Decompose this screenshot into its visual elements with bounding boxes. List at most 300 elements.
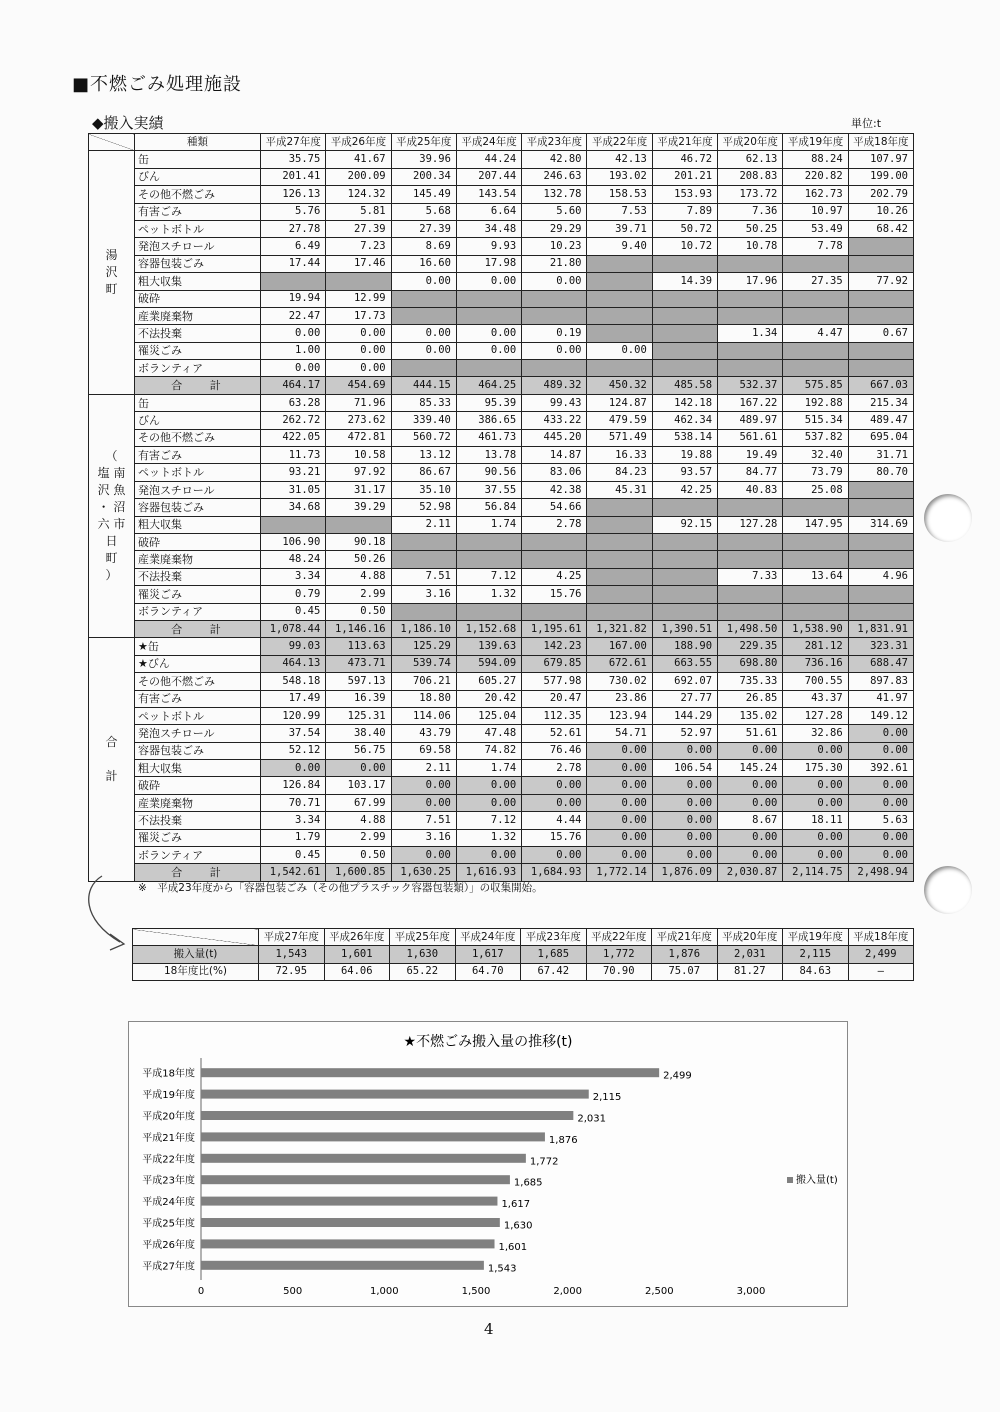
value-cell: 4.96 <box>848 568 913 585</box>
value-cell: 52.97 <box>652 725 717 742</box>
value-cell: 0.00 <box>326 325 391 342</box>
value-cell: 41.97 <box>848 690 913 707</box>
value-cell: 162.73 <box>783 186 848 203</box>
value-cell: 93.57 <box>652 464 717 481</box>
value-cell: 27.77 <box>652 690 717 707</box>
table-row <box>89 829 914 846</box>
value-cell: 39.29 <box>326 499 391 516</box>
item-label: 発泡スチロール <box>135 481 261 498</box>
total-cell: 1,498.50 <box>718 620 783 637</box>
value-cell: 0.00 <box>848 829 913 846</box>
summary-cell: 2,499 <box>848 946 914 963</box>
value-cell <box>718 290 783 307</box>
year-header: 平成25年度 <box>390 929 456 946</box>
value-cell: 42.38 <box>522 481 587 498</box>
value-cell: 571.49 <box>587 429 652 446</box>
value-cell: 0.00 <box>848 794 913 811</box>
value-cell: 48.24 <box>261 551 326 568</box>
value-cell: 0.00 <box>587 742 652 759</box>
value-cell: 0.00 <box>522 273 587 290</box>
year-header: 平成25年度 <box>391 134 456 151</box>
table-row <box>89 429 914 446</box>
value-cell <box>587 516 652 533</box>
value-cell: 0.00 <box>261 325 326 342</box>
table-row <box>89 168 914 185</box>
table-row <box>89 447 914 464</box>
value-cell <box>848 255 913 272</box>
summary-cell: 2,115 <box>783 946 849 963</box>
table-row <box>89 464 914 481</box>
bar <box>201 1111 573 1120</box>
value-cell: 0.00 <box>652 777 717 794</box>
value-cell: 0.00 <box>652 794 717 811</box>
total-cell: 2,498.94 <box>848 864 913 881</box>
value-cell <box>587 586 652 603</box>
value-cell <box>391 603 456 620</box>
total-row <box>89 377 914 394</box>
item-label: 産業廃棄物 <box>135 551 261 568</box>
value-cell: 0.00 <box>456 273 521 290</box>
x-tick-label: 1,500 <box>461 1286 491 1297</box>
category-label: 平成18年度 <box>142 1068 195 1080</box>
value-cell: 7.51 <box>391 812 456 829</box>
value-cell: 67.99 <box>326 794 391 811</box>
value-cell <box>391 307 456 324</box>
value-cell: 0.00 <box>456 342 521 359</box>
value-cell: 99.43 <box>522 394 587 411</box>
value-cell: 158.53 <box>587 186 652 203</box>
value-cell <box>652 499 717 516</box>
item-label: びん <box>135 168 261 185</box>
value-cell <box>848 481 913 498</box>
page-number: 4 <box>484 1320 494 1338</box>
table-row <box>89 238 914 255</box>
value-cell: 461.73 <box>456 429 521 446</box>
value-cell: 692.07 <box>652 673 717 690</box>
value-cell: 314.69 <box>848 516 913 533</box>
item-label: ★びん <box>135 655 261 672</box>
item-label: 有害ごみ <box>135 203 261 220</box>
value-cell: 125.31 <box>326 707 391 724</box>
value-cell: 3.16 <box>391 829 456 846</box>
year-header: 平成20年度 <box>718 134 783 151</box>
value-cell: 73.79 <box>783 464 848 481</box>
item-label: びん <box>135 412 261 429</box>
value-cell: 0.00 <box>391 325 456 342</box>
value-cell: 95.39 <box>456 394 521 411</box>
value-cell: 167.22 <box>718 394 783 411</box>
summary-cell: 81.27 <box>717 963 783 980</box>
x-tick-label: 0 <box>197 1286 205 1297</box>
value-cell: 167.00 <box>587 638 652 655</box>
value-cell: 125.29 <box>391 638 456 655</box>
value-cell: 262.72 <box>261 412 326 429</box>
year-header: 平成23年度 <box>522 134 587 151</box>
table-row <box>89 342 914 359</box>
value-cell: 0.00 <box>587 342 652 359</box>
value-cell: 515.34 <box>783 412 848 429</box>
table-row <box>89 307 914 324</box>
value-cell: 126.84 <box>261 777 326 794</box>
value-cell: 124.87 <box>587 394 652 411</box>
value-cell: 54.71 <box>587 725 652 742</box>
value-cell <box>391 360 456 377</box>
total-cell: 1,684.93 <box>522 864 587 881</box>
year-header: 平成27年度 <box>259 929 325 946</box>
value-cell: 5.68 <box>391 203 456 220</box>
value-cell <box>848 603 913 620</box>
corner-cell <box>89 134 135 151</box>
item-label: 容器包装ごみ <box>135 499 261 516</box>
value-cell: 1.32 <box>456 829 521 846</box>
legend-swatch <box>787 1177 793 1183</box>
value-cell <box>718 586 783 603</box>
value-cell: 560.72 <box>391 429 456 446</box>
unit-label: 単位:t <box>851 117 882 130</box>
group-label <box>89 638 135 881</box>
value-cell: 32.86 <box>783 725 848 742</box>
total-row <box>89 620 914 637</box>
category-label: 平成22年度 <box>142 1154 195 1166</box>
value-cell: 0.00 <box>391 342 456 359</box>
value-cell: 39.96 <box>391 151 456 168</box>
item-label: 不法投棄 <box>135 812 261 829</box>
value-cell: 17.73 <box>326 307 391 324</box>
value-cell <box>718 603 783 620</box>
item-label: 有害ごみ <box>135 447 261 464</box>
value-cell: 7.12 <box>456 568 521 585</box>
item-label: ボランティア <box>135 603 261 620</box>
value-cell: 14.39 <box>652 273 717 290</box>
table-row <box>89 690 914 707</box>
total-cell: 444.15 <box>391 377 456 394</box>
item-label: 粗大収集 <box>135 760 261 777</box>
value-cell <box>587 255 652 272</box>
value-cell <box>718 533 783 550</box>
value-cell: 0.00 <box>391 794 456 811</box>
total-cell: 464.17 <box>261 377 326 394</box>
value-cell: 0.00 <box>587 760 652 777</box>
value-cell: 0.00 <box>718 829 783 846</box>
total-cell: 1,321.82 <box>587 620 652 637</box>
value-cell: 9.40 <box>587 238 652 255</box>
value-cell: 0.50 <box>326 847 391 864</box>
category-label: 平成26年度 <box>142 1239 195 1251</box>
value-cell: 126.13 <box>261 186 326 203</box>
data-label: 1,876 <box>548 1134 578 1146</box>
value-cell: 19.88 <box>652 447 717 464</box>
value-cell: 85.33 <box>391 394 456 411</box>
value-cell: 577.98 <box>522 673 587 690</box>
corner-cell <box>133 929 259 946</box>
value-cell: 0.00 <box>848 777 913 794</box>
total-cell: 1,831.91 <box>848 620 913 637</box>
value-cell: 42.80 <box>522 151 587 168</box>
total-cell: 575.85 <box>783 377 848 394</box>
table-row <box>89 220 914 237</box>
value-cell: 90.56 <box>456 464 521 481</box>
value-cell <box>783 307 848 324</box>
item-label: 缶 <box>135 394 261 411</box>
value-cell: 0.19 <box>522 325 587 342</box>
value-cell: 0.50 <box>326 603 391 620</box>
value-cell: 199.00 <box>848 168 913 185</box>
year-header: 平成21年度 <box>652 929 718 946</box>
value-cell: 35.10 <box>391 481 456 498</box>
intake-bar-chart <box>129 1022 847 1306</box>
value-cell: 13.12 <box>391 447 456 464</box>
value-cell: 0.00 <box>848 742 913 759</box>
value-cell: 74.82 <box>456 742 521 759</box>
chart-title: ★不燃ごみ搬入量の推移(t) <box>403 1034 573 1050</box>
table-row <box>89 812 914 829</box>
value-cell: 208.83 <box>718 168 783 185</box>
value-cell <box>848 586 913 603</box>
total-cell: 1,146.16 <box>326 620 391 637</box>
value-cell: 56.75 <box>326 742 391 759</box>
value-cell: 7.51 <box>391 568 456 585</box>
value-cell: 15.76 <box>522 586 587 603</box>
table-row <box>89 151 914 168</box>
value-cell <box>522 307 587 324</box>
table-row <box>89 742 914 759</box>
table-row <box>89 603 914 620</box>
item-label: ボランティア <box>135 360 261 377</box>
value-cell: 135.02 <box>718 707 783 724</box>
value-cell: 8.67 <box>718 812 783 829</box>
value-cell: 700.55 <box>783 673 848 690</box>
value-cell <box>848 307 913 324</box>
value-cell: 145.24 <box>718 760 783 777</box>
value-cell: 392.61 <box>848 760 913 777</box>
table-row <box>89 516 914 533</box>
table-row <box>89 707 914 724</box>
item-label: 破砕 <box>135 290 261 307</box>
value-cell <box>652 342 717 359</box>
value-cell: 124.32 <box>326 186 391 203</box>
value-cell: 10.72 <box>652 238 717 255</box>
value-cell: 0.00 <box>783 829 848 846</box>
value-cell: 132.78 <box>522 186 587 203</box>
value-cell <box>587 533 652 550</box>
total-cell: 1,876.09 <box>652 864 717 881</box>
value-cell: 192.88 <box>783 394 848 411</box>
value-cell <box>848 533 913 550</box>
value-cell: 0.00 <box>261 760 326 777</box>
value-cell: 23.86 <box>587 690 652 707</box>
summary-cell: 1,876 <box>652 946 718 963</box>
value-cell <box>848 238 913 255</box>
value-cell: 42.25 <box>652 481 717 498</box>
value-cell: 220.82 <box>783 168 848 185</box>
value-cell: 0.00 <box>718 742 783 759</box>
group-label-line: 六 市 <box>97 517 126 532</box>
summary-cell: 1,543 <box>259 946 325 963</box>
value-cell: 472.81 <box>326 429 391 446</box>
value-cell: 84.23 <box>587 464 652 481</box>
value-cell <box>587 360 652 377</box>
value-cell: 0.00 <box>848 847 913 864</box>
item-label: その他不燃ごみ <box>135 429 261 446</box>
value-cell: 339.40 <box>391 412 456 429</box>
value-cell <box>587 307 652 324</box>
summary-cell: 67.42 <box>521 963 587 980</box>
summary-row <box>133 946 914 963</box>
value-cell: 445.20 <box>522 429 587 446</box>
value-cell: 17.44 <box>261 255 326 272</box>
value-cell: 26.85 <box>718 690 783 707</box>
total-label: 合 計 <box>135 377 261 394</box>
value-cell: 0.00 <box>783 847 848 864</box>
group-label-line: 合 <box>105 735 118 750</box>
value-cell <box>522 533 587 550</box>
value-cell <box>652 586 717 603</box>
summary-cell: 65.22 <box>390 963 456 980</box>
value-cell: 561.61 <box>718 429 783 446</box>
value-cell: 201.21 <box>652 168 717 185</box>
bar <box>201 1132 545 1141</box>
value-cell: 706.21 <box>391 673 456 690</box>
value-cell <box>848 342 913 359</box>
value-cell: 0.00 <box>587 812 652 829</box>
bar <box>201 1197 497 1206</box>
year-header: 平成22年度 <box>587 134 652 151</box>
value-cell: 0.00 <box>326 760 391 777</box>
value-cell <box>783 603 848 620</box>
item-label: 罹災ごみ <box>135 586 261 603</box>
value-cell <box>783 255 848 272</box>
item-label: 粗大収集 <box>135 516 261 533</box>
value-cell <box>522 360 587 377</box>
value-cell: 6.64 <box>456 203 521 220</box>
value-cell: 597.13 <box>326 673 391 690</box>
value-cell: 0.00 <box>522 794 587 811</box>
value-cell <box>652 568 717 585</box>
category-label: 平成20年度 <box>142 1111 195 1123</box>
item-label: ペットボトル <box>135 707 261 724</box>
value-cell: 4.88 <box>326 812 391 829</box>
value-cell: 0.00 <box>261 360 326 377</box>
value-cell: 3.16 <box>391 586 456 603</box>
category-label: 平成23年度 <box>142 1175 195 1187</box>
value-cell: 479.59 <box>587 412 652 429</box>
table-row <box>89 725 914 742</box>
value-cell: 0.00 <box>652 847 717 864</box>
value-cell: 0.00 <box>522 777 587 794</box>
data-label: 1,543 <box>487 1263 517 1275</box>
total-cell: 454.69 <box>326 377 391 394</box>
data-label: 1,601 <box>498 1241 528 1253</box>
year-header: 平成19年度 <box>783 929 849 946</box>
value-cell: 0.00 <box>456 325 521 342</box>
value-cell <box>718 307 783 324</box>
item-label: 容器包装ごみ <box>135 742 261 759</box>
value-cell: 0.00 <box>587 794 652 811</box>
value-cell: 0.00 <box>391 847 456 864</box>
value-cell: 1.79 <box>261 829 326 846</box>
value-cell: 127.28 <box>718 516 783 533</box>
value-cell: 489.47 <box>848 412 913 429</box>
value-cell <box>848 290 913 307</box>
bar <box>201 1239 495 1248</box>
value-cell: 0.00 <box>456 794 521 811</box>
value-cell: 688.47 <box>848 655 913 672</box>
table-row <box>89 325 914 342</box>
value-cell <box>783 586 848 603</box>
value-cell <box>391 290 456 307</box>
value-cell: 422.05 <box>261 429 326 446</box>
value-cell: 34.48 <box>456 220 521 237</box>
value-cell: 17.96 <box>718 273 783 290</box>
value-cell <box>456 360 521 377</box>
bar <box>201 1090 589 1099</box>
value-cell: 0.00 <box>391 273 456 290</box>
page-title: ■不燃ごみ処理施設 <box>72 74 243 95</box>
bar <box>201 1154 526 1163</box>
value-cell: 229.35 <box>718 638 783 655</box>
value-cell: 679.85 <box>522 655 587 672</box>
value-cell: 17.49 <box>261 690 326 707</box>
data-label: 1,772 <box>529 1156 559 1168</box>
item-label: 罹災ごみ <box>135 829 261 846</box>
total-cell: 489.32 <box>522 377 587 394</box>
summary-table <box>132 928 914 981</box>
value-cell: 10.26 <box>848 203 913 220</box>
value-cell: 246.63 <box>522 168 587 185</box>
table-row <box>89 186 914 203</box>
value-cell: 7.36 <box>718 203 783 220</box>
value-cell: 2.99 <box>326 829 391 846</box>
value-cell: 43.79 <box>391 725 456 742</box>
value-cell: 70.71 <box>261 794 326 811</box>
value-cell: 10.58 <box>326 447 391 464</box>
arrow-icon <box>80 872 140 952</box>
table-row <box>89 273 914 290</box>
data-label: 1,617 <box>501 1199 531 1211</box>
value-cell: 0.45 <box>261 847 326 864</box>
total-cell: 1,600.85 <box>326 864 391 881</box>
value-cell: 0.00 <box>587 847 652 864</box>
value-cell: 173.72 <box>718 186 783 203</box>
category-label: 平成21年度 <box>142 1132 195 1144</box>
value-cell <box>652 360 717 377</box>
value-cell <box>783 499 848 516</box>
table-row <box>89 412 914 429</box>
value-cell: 4.47 <box>783 325 848 342</box>
summary-row-label: 18年度比(%) <box>133 963 259 980</box>
value-cell: 1.74 <box>456 760 521 777</box>
value-cell: 77.92 <box>848 273 913 290</box>
value-cell <box>587 499 652 516</box>
total-row <box>89 864 914 881</box>
value-cell <box>587 325 652 342</box>
value-cell: 76.46 <box>522 742 587 759</box>
value-cell: 10.97 <box>783 203 848 220</box>
data-label: 2,499 <box>663 1070 692 1082</box>
summary-cell: 64.06 <box>324 963 390 980</box>
value-cell: 0.00 <box>326 342 391 359</box>
year-header: 平成20年度 <box>717 929 783 946</box>
value-cell: 127.28 <box>783 707 848 724</box>
group-label-line <box>89 751 134 768</box>
value-cell: 672.61 <box>587 655 652 672</box>
value-cell <box>326 516 391 533</box>
year-header: 平成24年度 <box>455 929 521 946</box>
value-cell: 13.78 <box>456 447 521 464</box>
group-label-line: （ <box>105 449 118 464</box>
value-cell: 0.00 <box>718 794 783 811</box>
total-label: 合 計 <box>135 620 261 637</box>
